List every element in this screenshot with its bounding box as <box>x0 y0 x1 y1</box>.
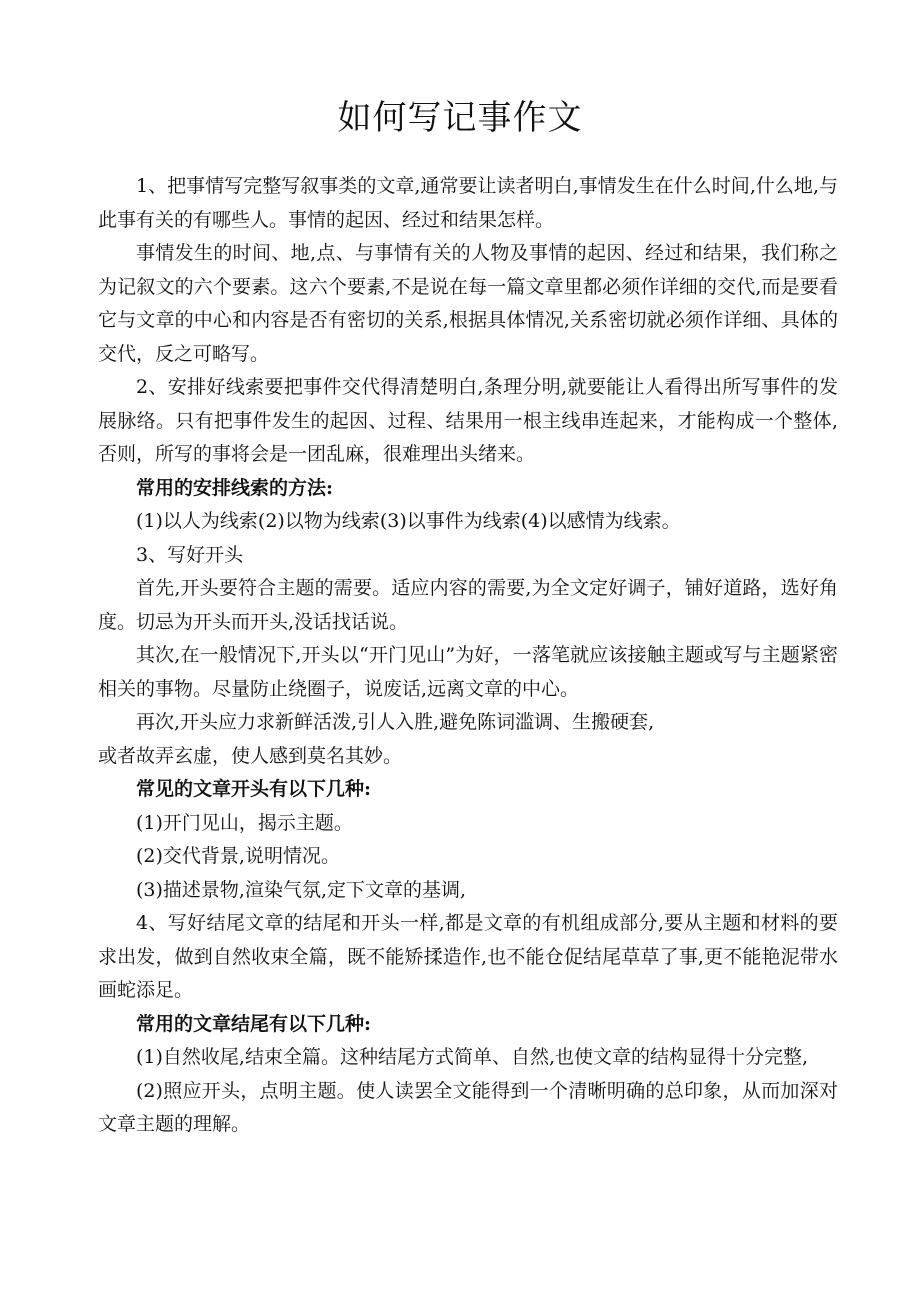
section-heading-opening: 3、写好开头 <box>136 543 244 566</box>
paragraph-opening-third: 再次,开头应力求新鲜活泼,引人入胜,避免陈词滥调、生搬硬套, <box>136 711 655 733</box>
document-body <box>98 170 838 1142</box>
paragraph-clue-list: (1)以人为线索(2)以物为线索(3)以事件为线索(4)以感情为线索。 <box>136 510 681 532</box>
ending-type-1: (1)自然收尾,结束全篇。这种结尾方式简单、自然,也使文章的结构显得十分完整, <box>136 1046 809 1068</box>
paragraph-3: 2、安排好线索要把事件交代得清楚明白,条理分明,就要能让人看得出所写事件的发展脉络。只有把事件发生的起因、过程、结果用一根主线串连起来，才能构成一个整体,否则，所写的事将会是一团乱麻，很难理出头绪来。 <box>98 376 838 465</box>
paragraph-opening-third-cont: 或者故弄玄虚，使人感到莫名其妙。 <box>98 744 403 767</box>
paragraph-opening-first: 首先,开头要符合主题的需要。适应内容的需要,为全文定好调子，铺好道路，选好角度。切忌为开头而开头,没话找话说。 <box>98 577 838 633</box>
paragraph-2: 事情发生的时间、地,点、与事情有关的人物及事情的起因、经过和结果，我们称之为记叙文的六个要素。这六个要素,不是说在每一篇文章里都必须作详细的交代,而是要看它与文章的中心和内容是否有密切的关系,根据具体情况,关系密切就必须作详细、具体的交代，反之可略写。 <box>98 242 838 365</box>
ending-type-2: (2)照应开头，点明主题。使人读罢全文能得到一个清晰明确的总印象，从而加深对文章主题的理解。 <box>98 1079 838 1135</box>
opening-type-1: (1)开门见山，揭示主题。 <box>136 811 353 834</box>
opening-type-3: (3)描述景物,渲染气氛,定下文章的基调, <box>136 878 467 901</box>
paragraph-1: 1、把事情写完整写叙事类的文章,通常要让读者明白,事情发生在什么时间,什么地,与此事有关的有哪些人。事情的起因、经过和结果怎样。 <box>98 175 838 231</box>
document-title: 如何写记事作文 <box>337 98 583 138</box>
paragraph-ending: 4、写好结尾文章的结尾和开头一样,都是文章的有机组成部分,要从主题和材料的要求出发，做到自然收束全篇，既不能矫揉造作,也不能仓促结尾草草了事,更不能艳泥带水画蛇添足。 <box>98 912 838 1001</box>
opening-type-2: (2)交代背景,说明情况。 <box>136 845 340 867</box>
section-heading-ending-types: 常用的文章结尾有以下几种: <box>136 1012 372 1035</box>
section-heading-clues: 常用的安排线索的方法: <box>136 476 334 499</box>
section-heading-opening-types: 常见的文章开头有以下几种: <box>136 778 372 800</box>
paragraph-opening-second: 其次,在一般情况下,开头以“开门见山”为好，一落笔就应该接触主题或写与主题紧密相关的事物。尽量防止绕圈子，说废话,远离文章的中心。 <box>98 644 838 700</box>
